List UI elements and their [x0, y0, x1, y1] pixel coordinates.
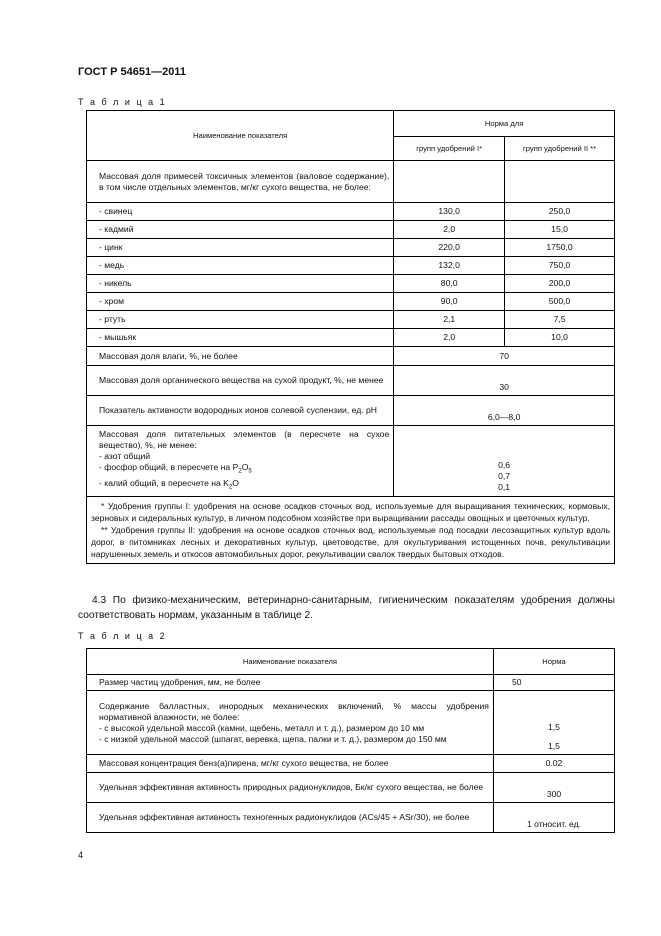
natural-radionuclides-name: Удельная эффективная активность природных радионуклидов, Бк/кг сухого вещества, не более [87, 773, 494, 803]
metal-g2: 750,0 [505, 257, 615, 275]
moisture-value: 70 [394, 347, 615, 366]
metal-g2: 1750,0 [505, 239, 615, 257]
table2-col-name: Наименование показателя [87, 649, 494, 675]
table1 [86, 110, 615, 564]
table-row [87, 275, 615, 293]
metal-g2: 200,0 [505, 275, 615, 293]
nutrient-nitrogen: - азот общий [99, 451, 151, 461]
ballast-v1: 1,5 [548, 722, 560, 732]
ballast-v2: 1,5 [548, 741, 560, 751]
metal-g2: 500,0 [505, 293, 615, 311]
table2-label: Т а б л и ц а 2 [78, 631, 167, 641]
metal-g2: 15,0 [505, 221, 615, 239]
metal-g1: 80,0 [394, 275, 505, 293]
metal-name: - хром [87, 293, 394, 311]
natural-radionuclides-value: 300 [493, 773, 614, 803]
metal-g1: 130,0 [394, 203, 505, 221]
nitrogen-value: 0,6 [498, 460, 511, 471]
organic-value: 30 [394, 366, 615, 396]
note-group1: * Удобрения группы I: удобрения на основе осадков сточных вод, используемые для выращивания технических, кормовых, зерновых и сидеральных культур, в личном подсобном хозяйстве при выращивании рассады овощных и цветочных культур. [91, 501, 610, 524]
table-row [87, 257, 615, 275]
metal-g1: 132,0 [394, 257, 505, 275]
table1-col-group2: групп удобрений II ** [505, 137, 615, 161]
nutrients-intro: Массовая доля питательных элементов (в пересчете на сухое вещество), %, не менее: [99, 429, 390, 450]
nutrients-cell [87, 426, 394, 497]
ph-name: Показатель активности водородных ионов солевой суспензии, ед. pH [87, 396, 394, 426]
particle-name: Размер частиц удобрения, мм, не более [87, 675, 494, 691]
metal-name: - кадмий [87, 221, 394, 239]
metal-name: - цинк [87, 239, 394, 257]
table1-label: Т а б л и ц а 1 [78, 97, 167, 107]
paragraph-4-3: 4.3 По физико-механическим, ветеринарно-санитарным, гигиеническим показателям удобрения должны соответствовать нормам, указанным в таблице 2. [78, 595, 615, 621]
metal-g2: 10,0 [505, 329, 615, 347]
document-code: ГОСТ Р 54651—2011 [78, 66, 186, 78]
particle-value: 50 [493, 675, 614, 691]
table-row [87, 221, 615, 239]
table1-row-toxic: Массовая доля примесей токсичных элементов (валовое содержание), в том числе отдельных элементов, мг/кг сухого вещества, не более: [87, 161, 394, 203]
metal-g1: 90,0 [394, 293, 505, 311]
table-row [87, 311, 615, 329]
table-row [87, 239, 615, 257]
nutrient-phosphorus: - фосфор общий, в пересчете на $P_2O_5$ [99, 462, 252, 475]
moisture-name: Массовая доля влаги, %, не более [87, 347, 394, 366]
table1-col-norm: Норма для [394, 111, 615, 137]
ph-value: 6,0—8,0 [394, 396, 615, 426]
technogenic-radionuclides-value: 1 относит. ед. [493, 803, 614, 833]
table1-col-group1: групп удобрений I* [394, 137, 505, 161]
page-number: 4 [78, 850, 84, 860]
note-group2: ** Удобрения группы II: удобрения на основе осадков сточных вод, используемые под посадки лесозащитных культур вдоль дорог, в питомниках лесных и декоративных культур, цветоводстве, для окультуривания истощенных почв, рекультивации нарушенных земель и откосов автомобильных дорог, рекультивации свалок твердых бытовых отходов. [91, 525, 610, 560]
metal-g2: 7,5 [505, 311, 615, 329]
technogenic-radionuclides-name: Удельная эффективная активность техногенных радионуклидов (ACs/45 + ASr/30), не более [87, 803, 494, 833]
metal-g1: 2,0 [394, 221, 505, 239]
ballast-item-heavy: - с высокой удельной массой (камни, щебень, металл и т. д.), размером до 10 мм [99, 722, 425, 733]
metal-g1: 2,0 [394, 329, 505, 347]
table-row [87, 293, 615, 311]
ballast-item-light: - с низкой удельной массой (шпагат, веревка, щепа, палки и т. д.), размером до 150 мм [99, 733, 447, 744]
metal-name: - мышьяк [87, 329, 394, 347]
table-row [87, 329, 615, 347]
metal-g2: 250,0 [505, 203, 615, 221]
table2 [86, 648, 615, 833]
ballast-cell [87, 691, 494, 755]
nutrient-potassium: - калий общий, в пересчете на $K_2O$ [99, 477, 239, 491]
metal-name: - свинец [87, 203, 394, 221]
metal-name: - медь [87, 257, 394, 275]
benzpyrene-name: Массовая концентрация бенз(а)пирена, мг/кг сухого вещества, не более [87, 755, 494, 773]
table1-notes [87, 497, 615, 564]
potassium-value: 0,1 [498, 482, 511, 493]
metal-name: - ртуть [87, 311, 394, 329]
nutrients-values [394, 426, 615, 497]
ballast-intro: Содержание балластных, инородных механических включений, % массы удобрения нормативной влажности, не более: [99, 700, 489, 722]
benzpyrene-value: 0.02 [493, 755, 614, 773]
table2-col-norm: Норма [493, 649, 614, 675]
metal-g1: 2,1 [394, 311, 505, 329]
table-row [87, 203, 615, 221]
metal-g1: 220,0 [394, 239, 505, 257]
organic-name: Массовая доля органического вещества на сухой продукт, %, не менее [87, 366, 394, 396]
metal-name: - никель [87, 275, 394, 293]
ballast-values [493, 691, 614, 755]
phosphorus-value: 0,7 [498, 471, 511, 482]
table1-col-name: Наименование показателя [87, 111, 394, 161]
